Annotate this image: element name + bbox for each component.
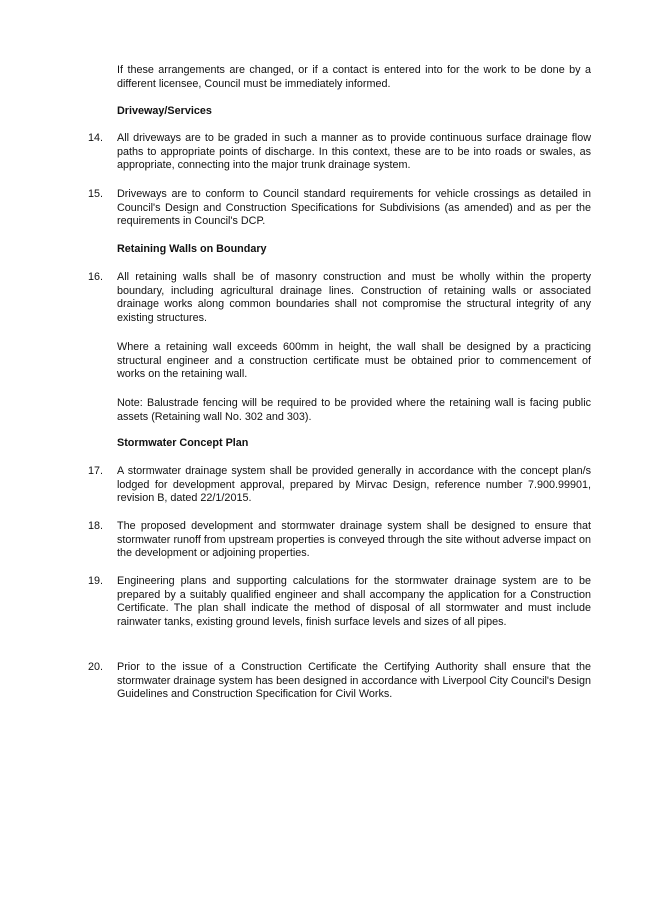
condition-number: 19. — [88, 575, 104, 587]
condition-text: All driveways are to be graded in such a manner as to provide continuous surface drainage flow paths to appropriate points of discharge. In this context, these are to be into roads or swales, as appropriate, connecting into the major trunk drainage system. — [117, 132, 591, 172]
condition-number: 14. — [88, 132, 104, 144]
condition-text: All retaining walls shall be of masonry construction and must be wholly within the property boundary, including agricultural drainage lines. Construction of retaining walls or associated drainage works along common boundaries shall not compromise the structural integrity of any existing structures. — [117, 271, 591, 324]
condition-text: Engineering plans and supporting calculations for the stormwater drainage system are to be prepared by a suitably qualified engineer and shall accompany the application for a Construction Certificate. The plan shall indicate the method of disposal of all stormwater and must include rainwater tanks, existing ground levels, finish surface levels and sizes of all pipes. — [117, 575, 591, 628]
condition-text: A stormwater drainage system shall be provided generally in accordance with the concept plan/s lodged for development approval, prepared by Mirvac Design, reference number 7.900.99901, revision B, dated 22/1/2015. — [117, 465, 591, 505]
section-heading-driveway: Driveway/Services — [117, 105, 212, 117]
condition-number: 20. — [88, 661, 104, 673]
condition-text: Prior to the issue of a Construction Certificate the Certifying Authority shall ensure that the stormwater drainage system has been designed in accordance with Liverpool City Council's Design Guidelines and Construction Specification for Civil Works. — [117, 661, 591, 701]
condition-number: 16. — [88, 271, 104, 283]
section-heading-retaining-walls: Retaining Walls on Boundary — [117, 243, 267, 255]
section-heading-stormwater: Stormwater Concept Plan — [117, 437, 249, 449]
condition-text: The proposed development and stormwater drainage system shall be designed to ensure that stormwater runoff from upstream properties is conveyed through the site without adverse impact on the development or adjoining properties. — [117, 520, 591, 560]
condition-text-2: Where a retaining wall exceeds 600mm in height, the wall shall be designed by a practicing structural engineer and a construction certificate must be obtained prior to commencement of works on the retaining wall. — [117, 341, 591, 381]
condition-text: Driveways are to conform to Council standard requirements for vehicle crossings as detailed in Council's Design and Construction Specifications for Subdivisions (as amended) and as per the requirements in Council's DCP. — [117, 188, 591, 228]
intro-paragraph: If these arrangements are changed, or if a contact is entered into for the work to be done by a different licensee, Council must be immediately informed. — [117, 64, 591, 90]
condition-number: 18. — [88, 520, 104, 532]
condition-note: Note: Balustrade fencing will be required to be provided where the retaining wall is facing public assets (Retaining wall No. 302 and 303). — [117, 397, 591, 423]
condition-number: 15. — [88, 188, 104, 200]
condition-number: 17. — [88, 465, 104, 477]
